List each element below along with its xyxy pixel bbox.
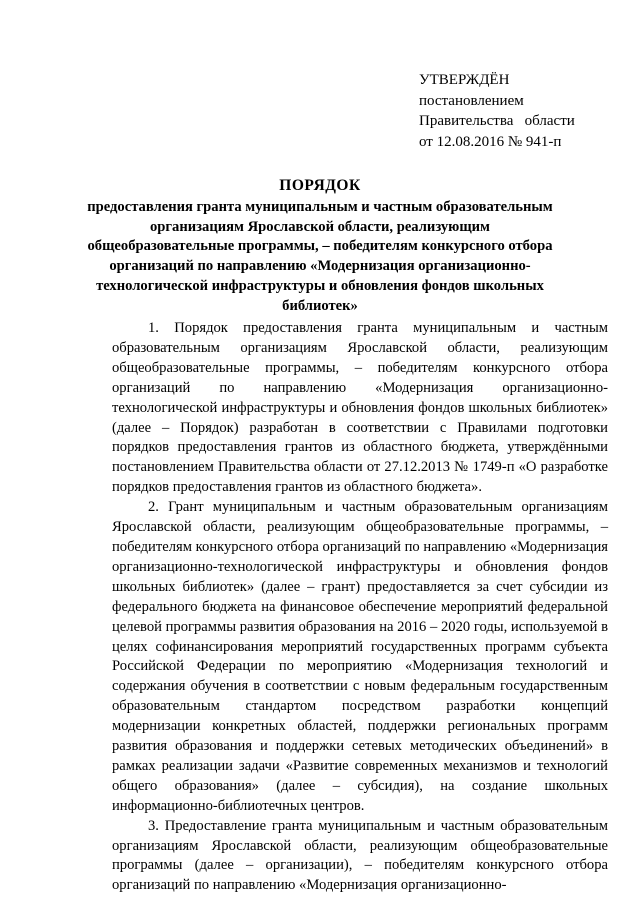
paragraph-3: 3. Предоставление гранта муниципальным и частным образовательным организациям Ярославской области, реализующим общеобразовательные программы (далее – организации), – победителям конкурсного отбора организаций по направлению «Модернизация организационно- — [112, 817, 608, 894]
paragraph-1: 1. Порядок предоставления гранта муниципальным и частным образовательным организациям Ярославской области, реализующим общеобразовательные программы, – победителям конкурсного отбора организаций по направлению «Модернизация организационно-технологической инфраструктуры и обновления фондов школьных библиотек» (далее – Порядок) разработан в соответствии с Правилами подготовки порядков предоставления грантов из областного бюджета, утверждёнными постановлением Правительства области от 27.12.2013 № 1749-п «О разработке порядков предоставления грантов из областного бюджета». — [112, 320, 608, 496]
document-subtitle: предоставления гранта муниципальным и частным образовательным организациям Ярославской области, реализующим общеобразовательные программы, – победителям конкурсного отбора организаций по направлению «Модернизация организационно-технологической инфраструктуры и обновления фондов школьных библиотек» — [87, 199, 553, 314]
document-body — [112, 319, 608, 896]
approval-basis: постановлением — [419, 92, 524, 109]
approval-date-number: от 12.08.2016 № 941-п — [419, 133, 562, 150]
paragraph-2: 2. Грант муниципальным и частным образовательным организациям Ярославской области, реализующим общеобразовательные программы, – победителям конкурсного отбора организаций по направлению «Модернизация организационно-технологической инфраструктуры и обновления фондов школьных библиотек» (далее – грант) предоставляется за счет субсидии из федерального бюджета на финансовое обеспечение мероприятий федеральной целевой программы развития образования на 2016 – 2020 годы, используемой в целях софинансирования мероприятий государственных программ субъекта Российской Федерации по мероприятию «Модернизация технологий и содержания обучения в соответствии с новым федеральным государственным образовательным стандартом посредством разработки концепций модернизации конкретных областей, поддержки региональных программ развития образования и поддержки сетевых методических объединений» в рамках реализации задачи «Развитие современных механизмов и технологий общего образования» (далее – субсидия), на создание школьных информационно-библиотечных центров. — [112, 499, 608, 814]
approval-stamp — [419, 70, 619, 152]
approval-authority: Правительства области — [419, 113, 575, 129]
document-heading — [80, 176, 560, 316]
document-title: ПОРЯДОК — [279, 177, 361, 194]
approval-status: УТВЕРЖДЁН — [419, 72, 510, 88]
